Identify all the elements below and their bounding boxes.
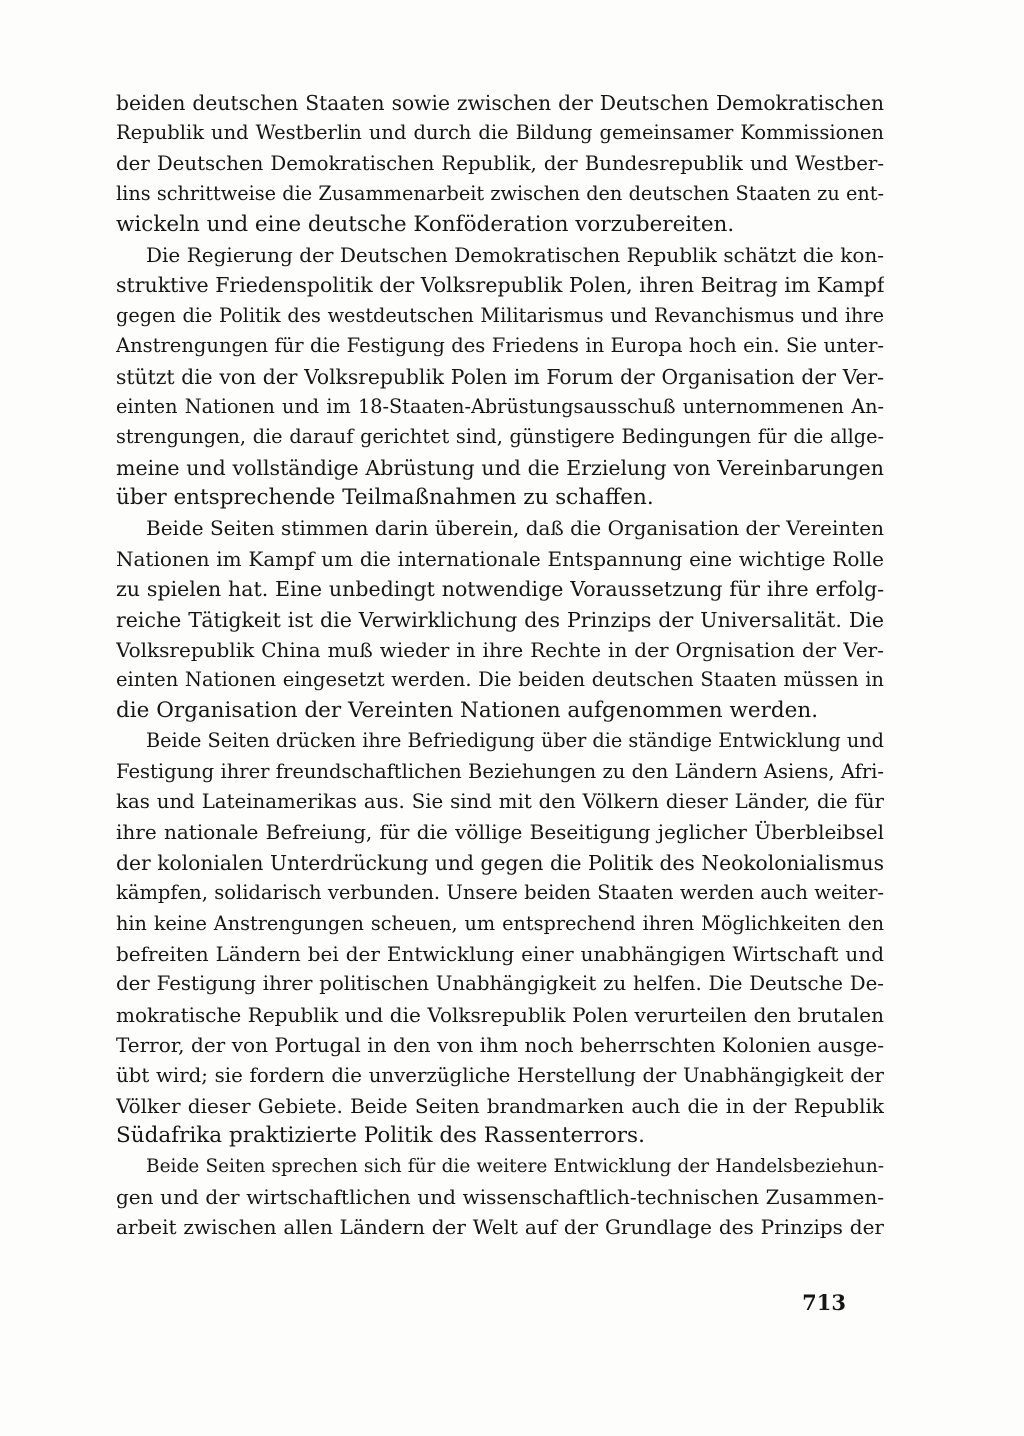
text-line: arbeit zwischen allen Ländern der Welt auf der Grundlage des Prinzips der — [116, 1215, 884, 1240]
text-line: mokratische Republik und die Volksrepublik Polen verurteilen den brutalen — [116, 1002, 884, 1027]
text-line: lins schrittweise die Zusammenarbeit zwischen den deutschen Staaten zu ent- — [116, 182, 884, 206]
text-line: der Deutschen Demokratischen Republik, der Bundesrepublik und Westber- — [116, 151, 884, 175]
text-line: ihre nationale Befreiung, für die völlige Beseitigung jeglicher Überbleibsel — [116, 820, 884, 845]
text-line: Beide Seiten stimmen darin überein, daß die Organisation der Vereinten — [146, 516, 884, 541]
text-line: übt wird; sie fordern die unverzügliche Herstellung der Unabhängigkeit der — [116, 1063, 884, 1087]
text-line: wickeln und eine deutsche Konföderation vorzubereiten. — [116, 211, 735, 237]
text-line: gen und der wirtschaftlichen und wissenschaftlich-technischen Zusammen- — [116, 1185, 884, 1210]
text-line: der kolonialen Unterdrückung und gegen die Politik des Neokolonialismus — [116, 850, 884, 875]
text-line: strengungen, die darauf gerichtet sind, günstigere Bedingungen für die allge- — [116, 425, 884, 449]
body-text — [116, 88, 884, 1243]
text-line: hin keine Anstrengungen scheuen, um entsprechend ihren Möglichkeiten den — [116, 911, 884, 935]
text-line: einten Nationen eingesetzt werden. Die beiden deutschen Staaten müssen in — [116, 668, 884, 692]
text-line: Südafrika praktizierte Politik des Rassenterrors. — [116, 1123, 645, 1149]
text-line: Volksrepublik China muß wieder in ihre Rechte in der Orgnisation der Ver- — [116, 638, 884, 663]
text-line: Die Regierung der Deutschen Demokratischen Republik schätzt die kon- — [146, 242, 884, 267]
text-line: Anstrengungen für die Festigung des Friedens in Europa hoch ein. Sie unter- — [116, 334, 884, 358]
text-line: kas und Lateinamerikas aus. Sie sind mit den Völkern dieser Länder, die für — [116, 789, 884, 813]
text-line: kämpfen, solidarisch verbunden. Unsere beiden Staaten werden auch weiter- — [116, 881, 884, 905]
text-line: struktive Friedenspolitik der Volksrepublik Polen, ihren Beitrag im Kampf — [116, 273, 884, 298]
text-line: Republik und Westberlin und durch die Bildung gemeinsamer Kommissionen — [116, 121, 884, 145]
text-line: meine und vollständige Abrüstung und die Erzielung von Vereinbarungen — [116, 455, 884, 480]
text-line: stützt die von der Volksrepublik Polen im Forum der Organisation der Ver- — [116, 364, 884, 389]
text-line: Terror, der von Portugal in den von ihm noch beherrschten Kolonien ausge- — [116, 1033, 884, 1058]
text-line: Beide Seiten sprechen sich für die weitere Entwicklung der Handelsbeziehun- — [146, 1155, 884, 1177]
text-line: einten Nationen und im 18-Staaten-Abrüstungsausschuß unternommenen An- — [116, 394, 884, 418]
text-line: befreiten Ländern bei der Entwicklung einer unabhängigen Wirtschaft und — [116, 941, 884, 966]
text-line: zu spielen hat. Eine unbedingt notwendige Voraussetzung für ihre erfolg- — [116, 577, 884, 602]
text-line: über entsprechende Teilmaßnahmen zu schaffen. — [116, 485, 654, 511]
text-line: die Organisation der Vereinten Nationen aufgenommen werden. — [116, 697, 819, 723]
text-line: gegen die Politik des westdeutschen Militarismus und Revanchismus und ihre — [116, 303, 884, 327]
text-line: reiche Tätigkeit ist die Verwirklichung des Prinzips der Universalität. Die — [116, 607, 884, 632]
text-line: beiden deutschen Staaten sowie zwischen der Deutschen Demokratischen — [116, 91, 884, 115]
text-line: der Festigung ihrer politischen Unabhängigkeit zu helfen. Die Deutsche De- — [116, 972, 884, 996]
page-number: 713 — [802, 1290, 846, 1315]
text-line: Völker dieser Gebiete. Beide Seiten brandmarken auch die in der Republik — [116, 1093, 884, 1118]
text-line: Festigung ihrer freundschaftlichen Beziehungen zu den Ländern Asiens, Afri- — [116, 759, 884, 783]
text-line: Nationen im Kampf um die internationale Entspannung eine wichtige Rolle — [116, 546, 884, 571]
text-line: Beide Seiten drücken ihre Befriedigung über die ständige Entwicklung und — [146, 729, 884, 753]
